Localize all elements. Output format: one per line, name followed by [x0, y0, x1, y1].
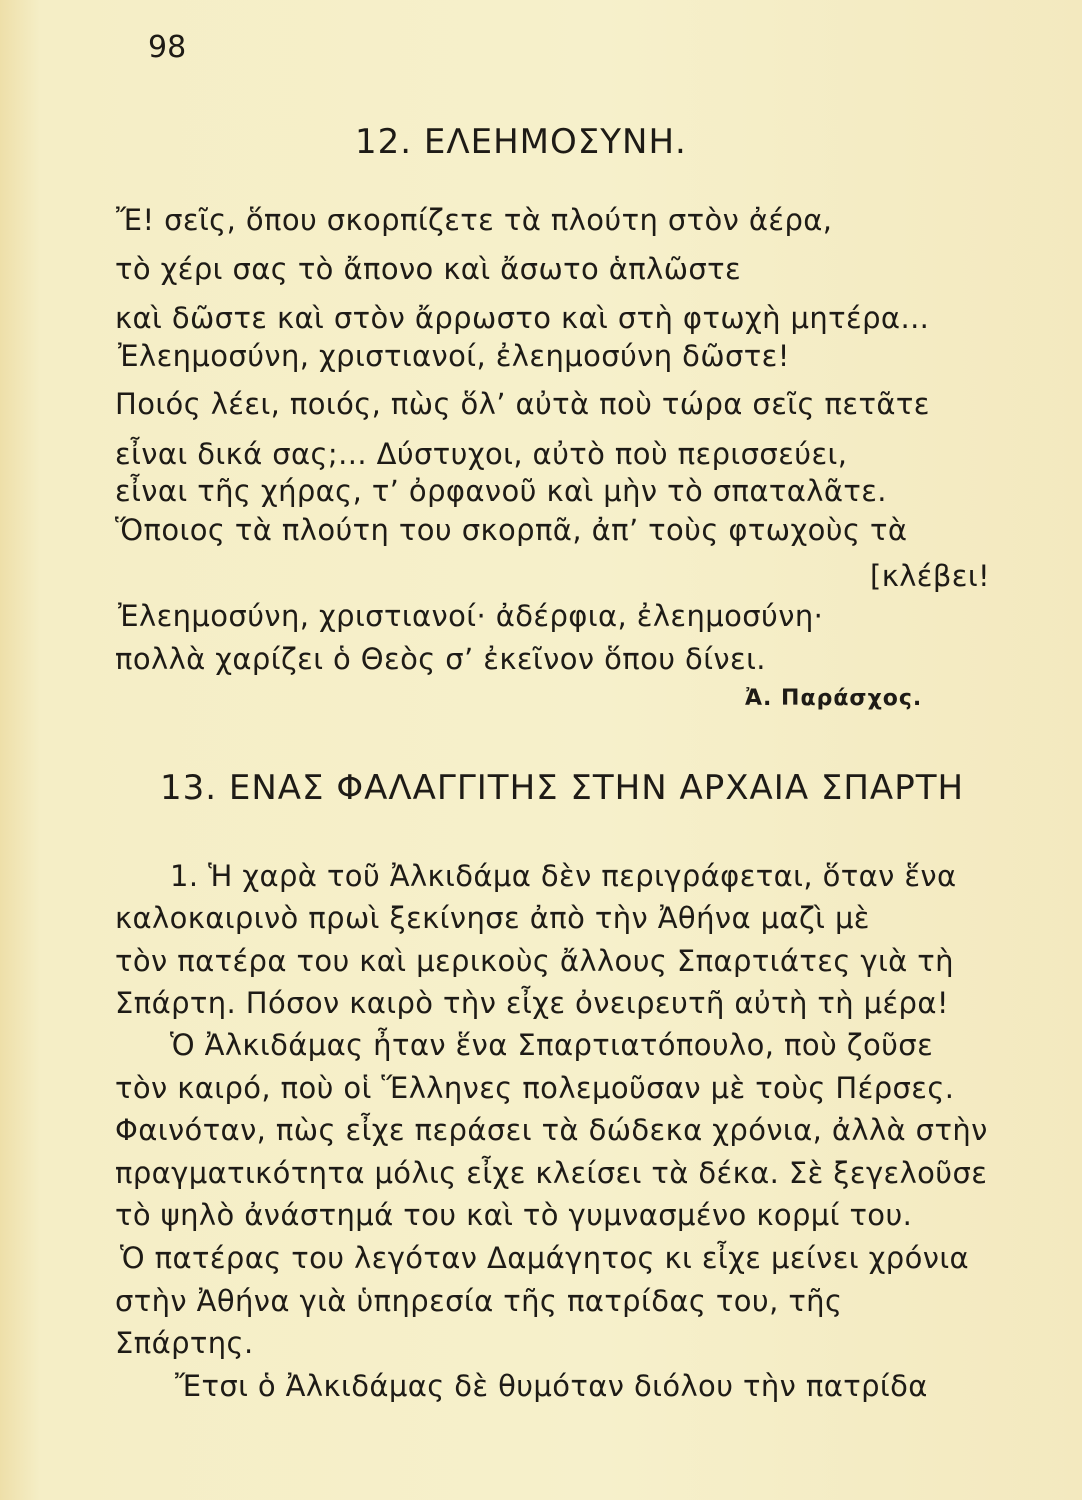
poem-line: Ποιός λέει, ποιός, πὼς ὅλ’ αὐτὰ ποὺ τώρα σεῖς πετᾶτε: [115, 387, 930, 421]
prose-line: πραγματικότητα μόλις εἶχε κλείσει τὰ δέκα. Σὲ ξεγελοῦσε: [115, 1156, 988, 1190]
prose-line: στὴν Ἀθήνα γιὰ ὑπηρεσία τῆς πατρίδας του, τῆς: [115, 1284, 843, 1318]
poem-line: Ἐλεημοσύνη, χριστιανοί, ἐλεημοσύνη δῶστε!: [118, 339, 790, 373]
prose-line: Σπάρτη. Πόσον καιρὸ τὴν εἶχε ὀνειρευτῆ αὐτὴ τὴ μέρα!: [115, 986, 949, 1020]
prose-line: τὸ ψηλὸ ἀνάστημά του καὶ τὸ γυμνασμένο κορμί του.: [115, 1198, 913, 1232]
prose-line: καλοκαιρινὸ πρωὶ ξεκίνησε ἀπὸ τὴν Ἀθήνα μαζὶ μὲ: [115, 901, 870, 935]
poem-line: τὸ χέρι σας τὸ ἄπονο καὶ ἄσωτο ἁπλῶστε: [115, 252, 742, 286]
prose-line: Ὁ Ἀλκιδάμας ἦταν ἕνα Σπαρτιατόπουλο, ποὺ ζοῦσε: [170, 1028, 934, 1062]
section-12-title: 12. ΕΛΕΗΜΟΣΥΝΗ.: [355, 122, 687, 162]
prose-line: Φαινόταν, πὼς εἶχε περάσει τὰ δώδεκα χρόνια, ἀλλὰ στὴν: [115, 1113, 988, 1147]
poem-line: Ἐλεημοσύνη, χριστιανοί· ἀδέρφια, ἐλεημοσύνη·: [118, 599, 824, 633]
prose-line: Ἔτσι ὁ Ἀλκιδάμας δὲ θυμόταν διόλου τὴν πατρίδα: [175, 1369, 928, 1403]
prose-line: τὸν καιρό, ποὺ οἱ Ἕλληνες πολεμοῦσαν μὲ τοὺς Πέρσες.: [115, 1071, 955, 1105]
poem-line: Ὅποιος τὰ πλούτη του σκορπᾶ, ἀπ’ τοὺς φτωχοὺς τὰ: [115, 513, 908, 547]
author-attribution: Ἀ. Παράσχος.: [745, 686, 923, 711]
prose-line: Ὁ πατέρας του λεγόταν Δαμάγητος κι εἶχε μείνει χρόνια: [120, 1241, 970, 1275]
poem-line: Ἔ! σεῖς, ὅπου σκορπίζετε τὰ πλούτη στὸν ἀέρα,: [116, 203, 833, 237]
page-number: 98: [148, 30, 187, 65]
prose-line: τὸν πατέρα του καὶ μερικοὺς ἄλλους Σπαρτιάτες γιὰ τὴ: [115, 944, 954, 978]
section-13-title: 13. ΕΝΑΣ ΦΑΛΑΓΓΙΤΗΣ ΣΤΗΝ ΑΡΧΑΙΑ ΣΠΑΡΤΗ: [160, 768, 965, 808]
prose-line: Σπάρτης.: [115, 1326, 254, 1360]
poem-line-continuation: [κλέβει!: [870, 559, 991, 593]
poem-line: καὶ δῶστε καὶ στὸν ἄρρωστο καὶ στὴ φτωχὴ μητέρα...: [115, 301, 930, 335]
poem-line: εἶναι δικά σας;... Δύστυχοι, αὐτὸ ποὺ περισσεύει,: [115, 437, 848, 471]
poem-line: εἶναι τῆς χήρας, τ’ ὀρφανοῦ καὶ μὴν τὸ σπαταλᾶτε.: [115, 474, 887, 508]
poem-line: πολλὰ χαρίζει ὁ Θεὸς σ’ ἐκεῖνον ὅπου δίνει.: [115, 642, 766, 676]
prose-line: 1. Ἡ χαρὰ τοῦ Ἀλκιδάμα δὲν περιγράφεται, ὅταν ἕνα: [170, 859, 957, 893]
